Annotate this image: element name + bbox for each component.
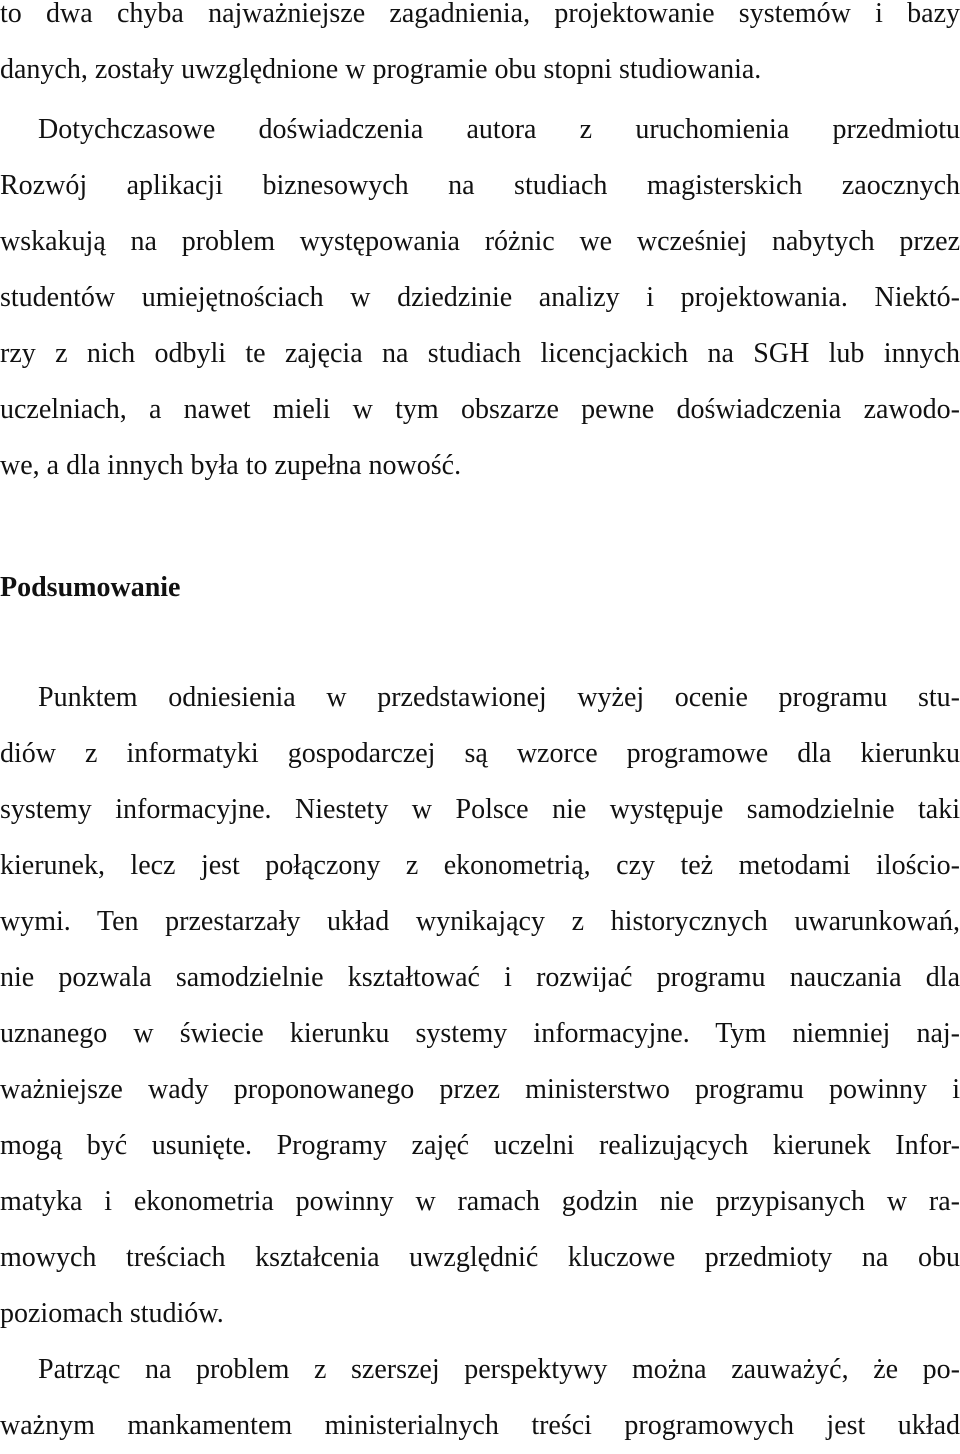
paragraph-3-line-9: mogą być usunięte. Programy zajęć uczelni realizujących kierunek Infor- [0,1130,960,1161]
paragraph-2-line-3: wskakują na problem występowania różnic we wcześniej nabytych przez [0,226,960,257]
paragraph-2-line-4: studentów umiejętnościach w dziedzinie analizy i projektowania. Niektó- [0,282,960,313]
paragraph-3-line-10: matyka i ekonometria powinny w ramach godzin nie przypisanych w ra- [0,1186,960,1217]
paragraph-3-line-3: systemy informacyjne. Niestety w Polsce nie występuje samodzielnie taki [0,794,960,825]
paragraph-1-line-2: danych, zostały uwzględnione w programie obu stopni studiowania. [0,54,762,85]
paragraph-3-line-11: mowych treściach kształcenia uwzględnić kluczowe przedmioty na obu [0,1242,960,1273]
paragraph-3-line-6: nie pozwala samodzielnie kształtować i rozwijać programu nauczania dla [0,962,960,993]
paragraph-3-line-12: poziomach studiów. [0,1298,224,1329]
section-heading: Podsumowanie [0,572,181,603]
paragraph-3-line-2: diów z informatyki gospodarczej są wzorce programowe dla kierunku [0,738,960,769]
paragraph-3-line-5: wymi. Ten przestarzały układ wynikający z historycznych uwarunkowań, [0,906,960,937]
paragraph-3-line-4: kierunek, lecz jest połączony z ekonometrią, czy też metodami ilościo- [0,850,960,881]
paragraph-1-line-1: to dwa chyba najważniejsze zagadnienia, projektowanie systemów i bazy [0,0,960,29]
paragraph-2-line-1: Dotychczasowe doświadczenia autora z uruchomienia przedmiotu [38,114,960,145]
paragraph-3-line-1: Punktem odniesienia w przedstawionej wyżej ocenie programu stu- [38,682,960,713]
paragraph-2-line-7: we, a dla innych była to zupełna nowość. [0,450,462,481]
paragraph-3-line-7: uznanego w świecie kierunku systemy informacyjne. Tym niemniej naj- [0,1018,960,1049]
paragraph-4-line-1: Patrząc na problem z szerszej perspektywy można zauważyć, że po- [38,1354,960,1385]
paragraph-3-line-8: ważniejsze wady proponowanego przez ministerstwo programu powinny i [0,1074,960,1105]
paragraph-4-line-2: ważnym mankamentem ministerialnych treści programowych jest układ [0,1410,960,1441]
paragraph-2-line-5: rzy z nich odbyli te zajęcia na studiach licencjackich na SGH lub innych [0,338,960,369]
paragraph-2-line-2: Rozwój aplikacji biznesowych na studiach magisterskich zaocznych [0,170,960,201]
paragraph-2-line-6: uczelniach, a nawet mieli w tym obszarze pewne doświadczenia zawodo- [0,394,960,425]
